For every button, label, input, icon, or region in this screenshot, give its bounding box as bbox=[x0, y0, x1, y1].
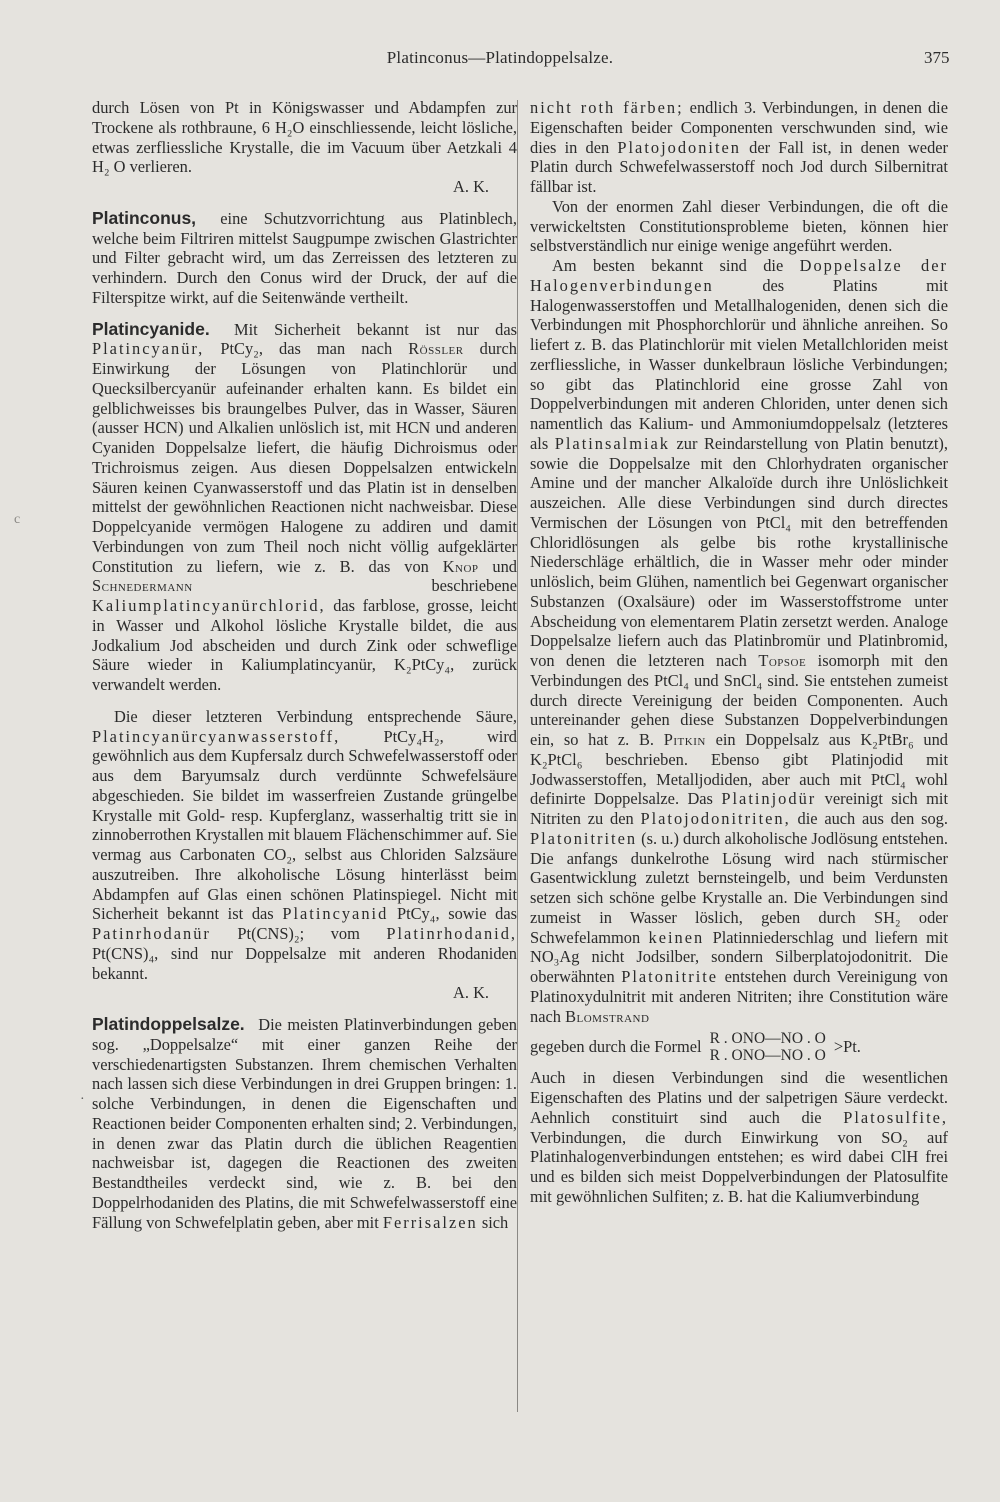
paragraph-text: Am besten bekannt sind die bbox=[552, 256, 784, 275]
paragraph-text: der Fall ist, in denen weder Platin durch Schwefelwasserstoff noch Jod durch Silbernitrat fällbar ist. bbox=[530, 137, 948, 196]
entry-heading: Platincyanide. bbox=[92, 318, 210, 339]
spaced-term: Platinrhodanid, bbox=[386, 924, 517, 943]
formula-prefix: gegeben durch die Formel bbox=[530, 1037, 702, 1057]
formula-suffix: >Pt. bbox=[833, 1037, 861, 1057]
paragraph: Von der enormen Zahl dieser Verbindungen, die oft die verwickeltsten Constitutionsprobleme bieten, können hier selbstverständlich nur einige wenige angeführt werden. bbox=[530, 196, 948, 256]
paragraph-text: zur Reindarstellung von Platin benutzt), sowie die Doppelsalze mit den Chlorhydraten organischer Amine und der mancher Alkaloïde durch ihre Unlöslichkeit auszeichen. Alle diese Verbindungen sind durch directes Vermischen der Lösungen von PtCl₄ mit den betreffenden Chloridlösungen als gelbe bis rothe krystallinische Niederschläge erhältlich, die in Wasser mehr oder minder unlöslich, beim Glühen, namentlich bei Gegenwart organischer Substanzen (Oxalsäure) oder im Wasserstoffstrome unter Abscheidung von elementarem Platin zersetzt werden. Analoge Doppelsalze liefern auch das Platinbromür und Platinbromid, von denen die letzteren nach bbox=[530, 433, 948, 670]
paragraph-text: vereinigt sich mit Nitriten zu den bbox=[530, 789, 948, 828]
spaced-term: Platojodonitriten, bbox=[640, 809, 791, 828]
paragraph-text: des Platins mit Halogenwasserstoffen und Metallhalogeniden, denen sich die Verbindungen mit Phosphorchlorür und ähnliche anreihen. So liefert z. B. das Platinchlorür mit vielen Metallchloriden meist zerfliessliche, in Wasser dunkelbraun lösliche Verbindungen; so gibt das Platinchlorid eine grosse Zahl von Doppelverbindungen mit anderen Chloriden, unter denen sich namentlich das Kalium- und Ammoniumdoppelsalz (letzteres als bbox=[530, 275, 948, 453]
author-name: Blomstrand bbox=[565, 1006, 650, 1026]
right-column bbox=[530, 98, 948, 1207]
author-name: Rössler bbox=[408, 339, 464, 359]
paragraph-text: isomorph mit den Verbindungen des PtCl₄ und SnCl₄ sind. Sie entstehen zumeist durch directe Vereinigung der beiden Componenten. Auch untereinander gehen diese Substanzen Doppelverbindungen ein, so hat z. B. bbox=[530, 651, 948, 749]
spaced-term: Platojodoniten bbox=[617, 137, 741, 157]
spaced-term: Platincyanid bbox=[282, 904, 389, 924]
paragraph-text: ein Doppelsalz aus K₂PtBr₆ und K₂PtCl₆ beschrieben. Ebenso gibt Platinjodid mit Jodwasserstoffen, Metalljodiden, aber auch mit PtCl₄ wohl definirte Doppelsalze. Das bbox=[530, 730, 948, 809]
entry-heading: Platinconus, bbox=[92, 207, 197, 228]
paragraph bbox=[530, 1068, 948, 1206]
page-number: 375 bbox=[924, 48, 950, 67]
paragraph-text: PtCy₄H₂, wird gewöhnlich aus dem Kupfersalz durch Schwefelwasserstoff oder aus dem Baryumsalz durch verdünnte Schwefelsäure abgeschieden. Sie bildet im wasserfreien Zustande grüngelbe Krystalle mit Gold- resp. Kupferglanz, wasserhaltig tritt sie in zinnoberrothen Krystallen mit blauem Flächenschimmer auf. Sie vermag aus Carbonaten CO₂, selbst aus Chloriden Salzsäure auszutreiben. Ihre alkoholische Lösung hinterlässt beim Abdampfen auf Glas einen schönen Platinspiegel. Nicht mit Sicherheit bekannt ist das bbox=[92, 726, 517, 924]
paragraph-text: Verbindungen, die durch Einwirkung von SO₂ auf Platinhalogenverbindungen entstehen; es wird dabei ClH frei und es bilden sich meist Doppelverbindungen der Platosulfite mit gewöhnlichen Sulfiten; z. B. hat die Kaliumverbindung bbox=[530, 1127, 948, 1206]
column-divider bbox=[517, 100, 518, 1412]
formula-line: R . ONO—NO . O bbox=[709, 1030, 826, 1048]
paragraph bbox=[530, 256, 948, 1026]
paragraph-text: PtCy₄, sowie das bbox=[396, 904, 517, 924]
paragraph-text: (s. u.) durch alkoholische Jodlösung entstehen. Die anfangs dunkelrothe Lösung wird nach stürmischer Gasentwicklung zuletzt bernsteingelb, und beim Verdunsten setzen sich schöne gelbe Krystalle an. Die Verbindungen sind zumeist in Wasser löslich, geben durch SH₂ oder Schwefelammon bbox=[530, 828, 948, 947]
margin-mark: c bbox=[14, 512, 21, 527]
spaced-term: Platonitrite bbox=[621, 967, 719, 986]
paragraph bbox=[92, 707, 517, 984]
paragraph-text: Platinniederschlag und liefern mit NO₃Ag nicht Jodsilber, sondern Silberplatojodonitrit. Die oberwähnten bbox=[530, 927, 948, 986]
paragraph-text: entstehen durch Vereinigung von Platinoxydulnitrit mit anderen Nitriten; ihre Constitution wäre nach bbox=[530, 967, 948, 1026]
entry-platindoppelsalze bbox=[92, 1015, 517, 1232]
entry-text: Die meisten Platinverbindungen geben sog. „Doppelsalze“ mit einer ganzen Reihe der verschiedenartigsten Substanzen. Ihrem chemischen Verhalten nach lassen sich diese Verbindungen in drei Gruppen bringen: 1. solche Verbindungen, in denen die Eigenschaften und Reactionen beider Componenten erhalten sind; 2. Verbindungen, in denen zwar das Platin durch die üblichen Reagentien nachweisbar ist, dagegen die Reactionen des zweiten Bestandtheiles verdeckt sind, wie z. B. bei den Doppelrhodaniden des Platins, die mit Schwefelwasserstoff eine Fällung von Schwefelplatin geben, aber mit bbox=[92, 1015, 517, 1232]
spaced-term: keinen bbox=[648, 927, 705, 947]
paragraph-text: Auch in diesen Verbindungen sind die wesentlichen Eigenschaften des Platins und der salpetrigen Säure verdeckt. Aehnlich constituirt sind auch die bbox=[530, 1068, 948, 1127]
entry-heading: Platindoppelsalze. bbox=[92, 1014, 245, 1034]
author-signature: A. K. bbox=[453, 177, 489, 196]
spaced-term: Patinrhodanür bbox=[92, 924, 211, 943]
paragraph-text: die auch aus den sog. bbox=[797, 809, 948, 828]
entry-text: Mit Sicherheit bekannt ist nur das bbox=[234, 319, 517, 339]
author-name: Pitkin bbox=[663, 730, 706, 749]
entry-text: und bbox=[492, 556, 517, 576]
formula-line: R . ONO—NO . O bbox=[709, 1047, 826, 1065]
spaced-term: Platosulfite, bbox=[843, 1107, 948, 1127]
entry-text: PtCy₂, das man nach bbox=[220, 339, 393, 359]
spaced-term: Ferrisalzen bbox=[382, 1212, 478, 1232]
constitution-formula bbox=[530, 1030, 948, 1064]
author-name: Knop bbox=[442, 556, 479, 576]
spaced-term: Kaliumplatincyanürchlorid, bbox=[92, 596, 326, 615]
formula-fraction bbox=[710, 1030, 826, 1064]
left-column bbox=[92, 98, 517, 1232]
margin-dot: · bbox=[80, 1092, 85, 1107]
spaced-term: nicht roth färben; bbox=[530, 98, 684, 117]
spaced-term: Platincyanürcyanwasserstoff, bbox=[92, 726, 341, 746]
paragraph-text: Pt(CNS)₄, sind nur Doppelsalze mit anderen Rhodaniden bekannt. bbox=[92, 943, 517, 983]
spaced-term: Platinsalmiak bbox=[554, 433, 670, 453]
entry-text: sich bbox=[481, 1212, 509, 1232]
spaced-term: Platonitriten bbox=[530, 828, 638, 848]
entry-text: eine Schutzvorrichtung aus Platinblech, welche beim Filtriren mittelst Saugpumpe zwischen Glastrichter und Filter gebracht wird, um das Zerreissen des letzteren zu verhindern. Durch den Conus wird der Druck, der auf die Filterspitze wirkt, auf die Seitenwände vertheilt. bbox=[92, 208, 517, 307]
paragraph bbox=[530, 98, 948, 197]
paragraph-text: endlich 3. Verbindungen, in denen die Eigenschaften beider Componenten verschwunden sind, wie dies in den bbox=[530, 98, 948, 157]
paragraph-text: Pt(CNS)₂; vom bbox=[237, 924, 360, 943]
running-header: Platinconus—Platindoppelsalze. bbox=[386, 48, 614, 67]
paragraph-text: durch Lösen von Pt in Königswasser und Abdampfen zur Trockene als rothbraune, 6 H₂O einschliessende, leicht lösliche, etwas zerfliessliche Krystalle, die im Vacuum über Aetzkali 4 H₂ O verlieren. bbox=[92, 98, 517, 177]
spaced-term: Platincyanür, bbox=[92, 339, 205, 359]
author-signature: A. K. bbox=[453, 983, 489, 1003]
entry-text: durch Einwirkung der Lösungen von Platinchlorür und Quecksilbercyanür aufeinander erhalten kann. Es bildet ein gelblichweisses bis braungelbes Pulver, das in Wasser, Säuren (ausser HCN) und Alkalien unlöslich ist, mit HCN und anderen Cyaniden Doppelsalze liefert, die häufig Dichroismus oder Trichroismus zeigen. Aus diesen Doppelsalzen entwickeln Säuren keinen Cyanwasserstoff und das Platin ist in denselben mittelst der gewöhnlichen Reactionen nicht nachweisbar. Diese Doppelcyanide vermögen Halogene zu addiren und damit Verbindungen von zum Theil noch nicht völlig aufgeklärter Constitution zu liefern, wie z. B. das von bbox=[92, 339, 517, 576]
paragraph-text: Die dieser letzteren Verbindung entsprechende Säure, bbox=[114, 706, 517, 726]
entry-text: das farblose, grosse, leicht in Wasser und Alkohol lösliche Krystalle bildet, die aus Jodkalium Jod abscheiden und durch Zink oder schweflige Säure wieder in Kaliumplatincyanür, K₂PtCy₄, zurück verwandelt werden. bbox=[92, 596, 517, 694]
spaced-term: Platinjodür bbox=[721, 789, 817, 809]
author-name: Schnedermann bbox=[92, 576, 193, 596]
entry-platinconus bbox=[92, 209, 517, 308]
paragraph bbox=[92, 98, 517, 177]
entry-platincyanide bbox=[92, 320, 517, 695]
spaced-term: Doppelsalze der Halogenverbindungen bbox=[530, 256, 948, 295]
author-name: Topsoe bbox=[758, 651, 807, 670]
entry-text: beschriebene bbox=[431, 576, 517, 596]
